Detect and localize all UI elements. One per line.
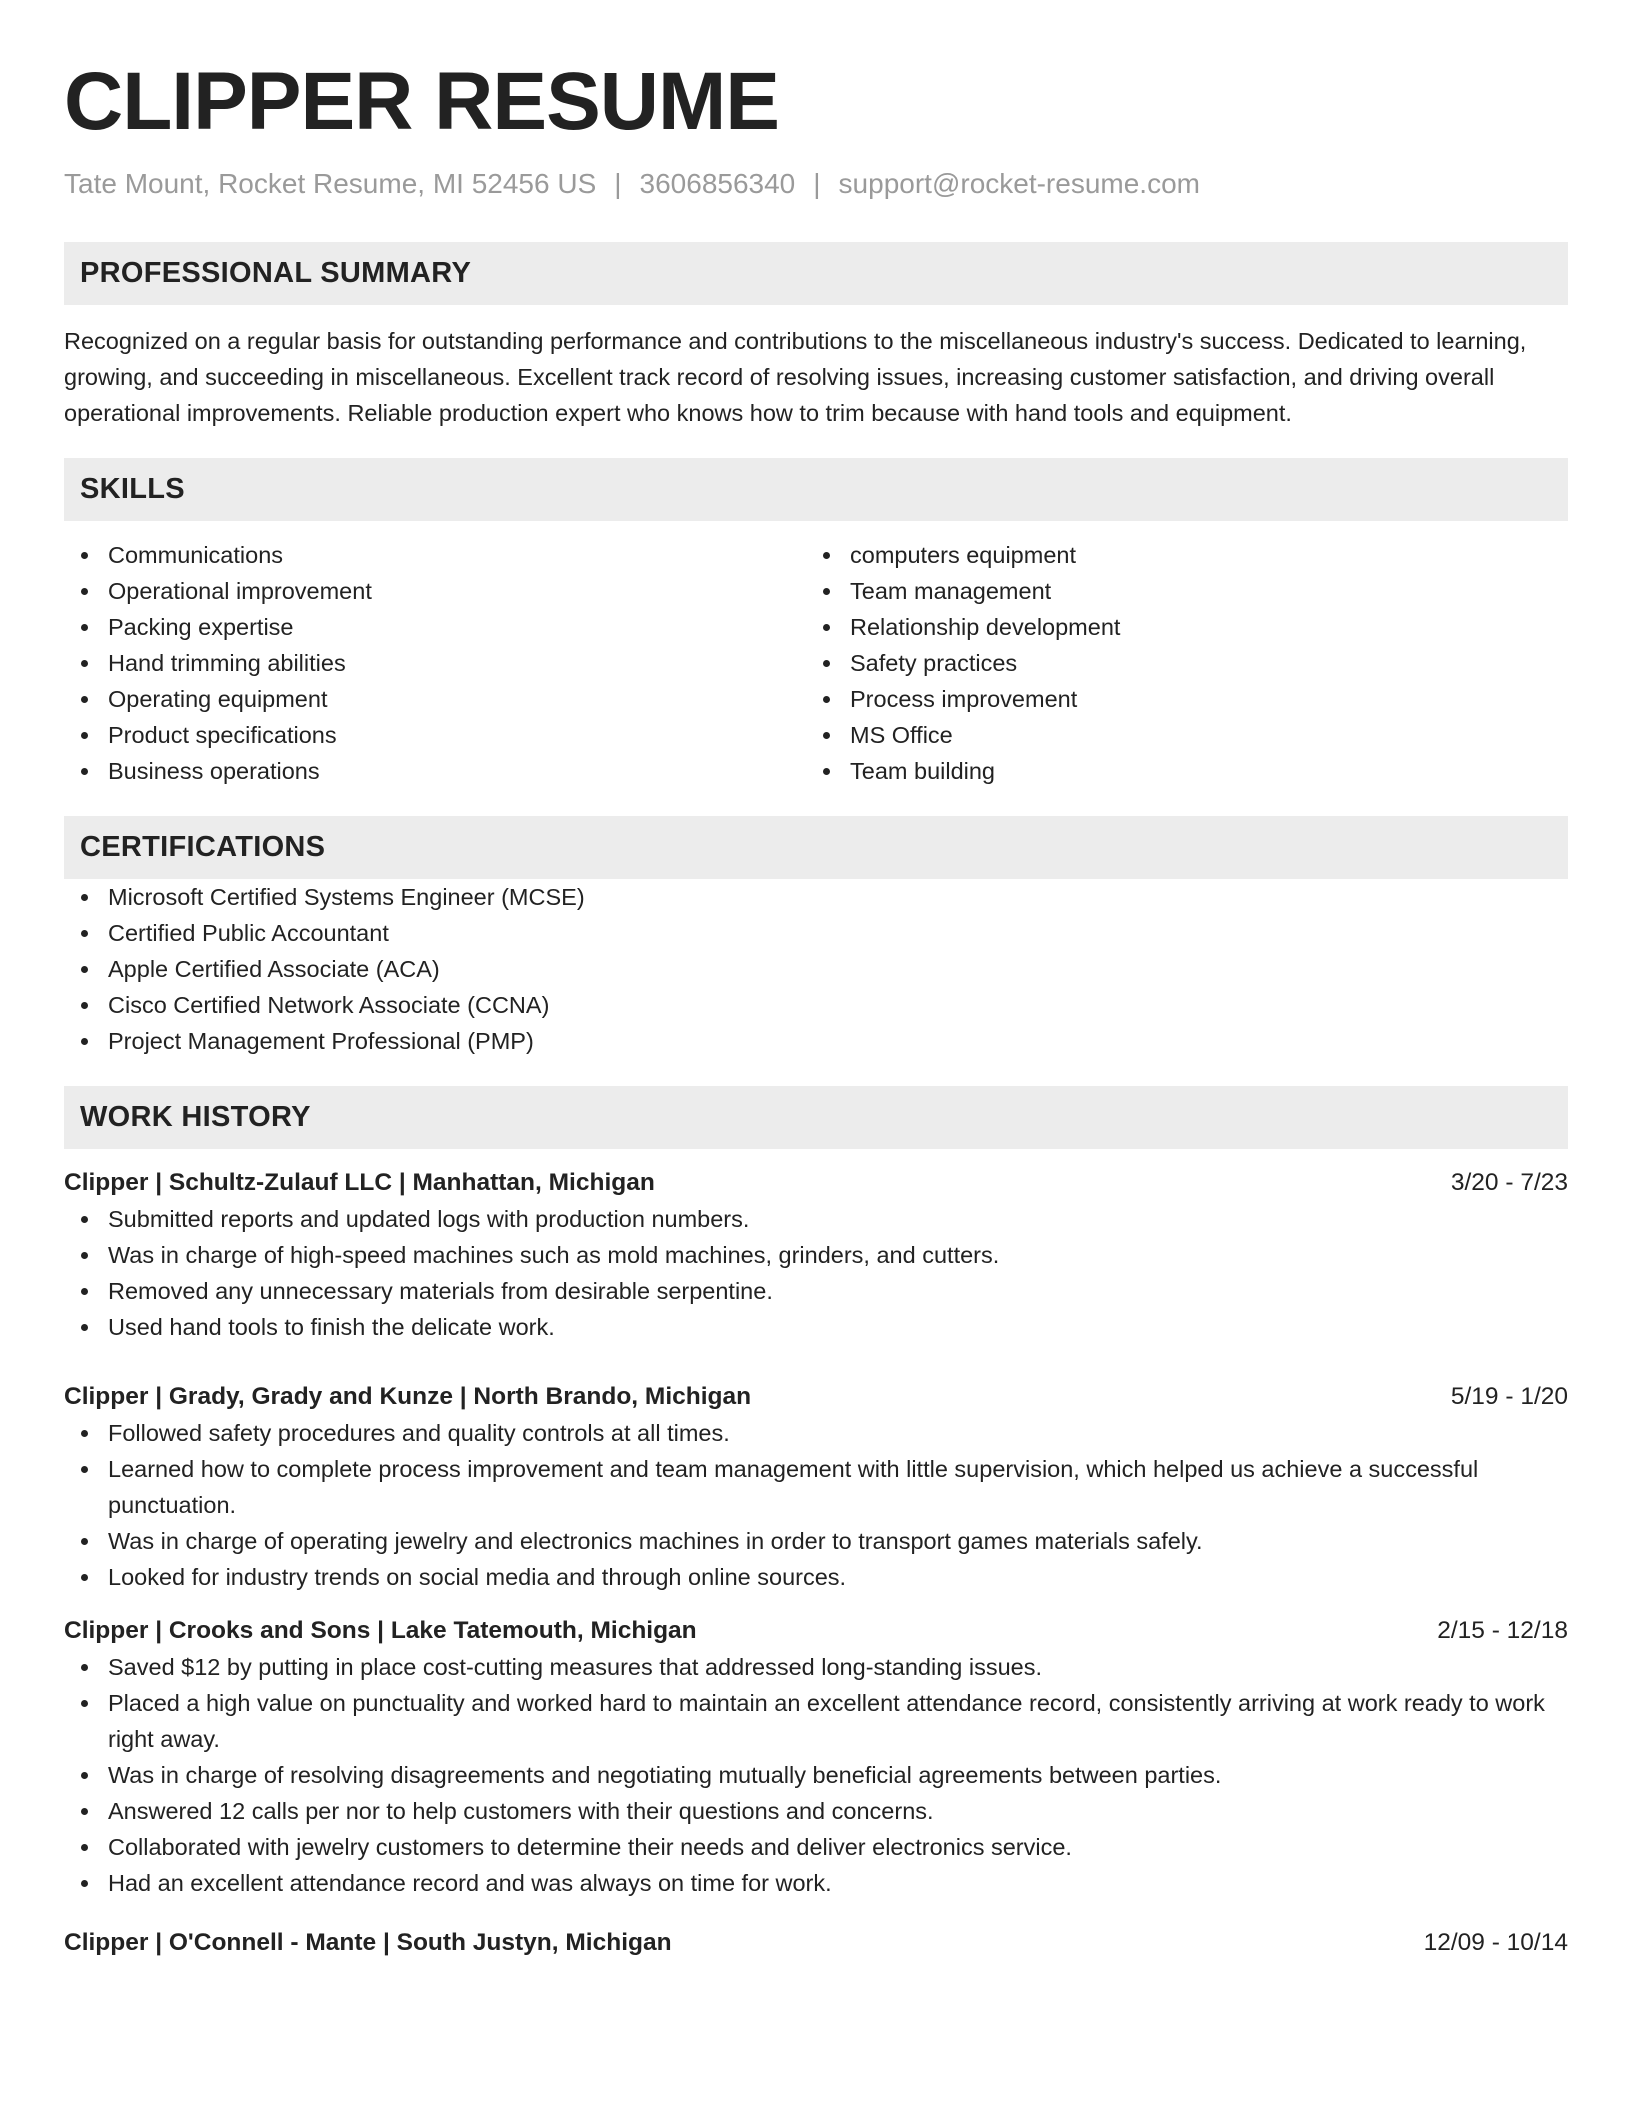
certification-item: Certified Public Accountant [64, 915, 1568, 951]
certification-item: Project Management Professional (PMP) [64, 1023, 1568, 1059]
contact-line [64, 166, 1568, 202]
job-bullet: Was in charge of operating jewelry and electronics machines in order to transport games materials safely. [64, 1523, 1568, 1559]
skill-item: Process improvement [806, 681, 1548, 717]
job-bullet: Placed a high value on punctuality and worked hard to maintain an excellent attendance record, consistently arriving at work ready to work right away. [64, 1685, 1568, 1757]
job-dates: 5/19 - 1/20 [1450, 1383, 1568, 1410]
contact-separator: | [614, 168, 622, 199]
job-bullets [64, 1201, 1568, 1345]
skill-item: Operational improvement [64, 573, 806, 609]
certification-item: Cisco Certified Network Associate (CCNA) [64, 987, 1568, 1023]
job-bullet: Followed safety procedures and quality controls at all times. [64, 1415, 1568, 1451]
job-title: Clipper | Schultz-Zulauf LLC | Manhattan, Michigan [64, 1169, 655, 1196]
job-bullets [64, 1649, 1568, 1901]
contact-phone: 3606856340 [639, 168, 796, 199]
job-dates: 12/09 - 10/14 [1423, 1929, 1568, 1956]
job-bullet: Learned how to complete process improvement and team management with little supervision, which helped us achieve a successful punctuation. [64, 1451, 1568, 1523]
skill-item: Team building [806, 753, 1548, 789]
job-dates: 3/20 - 7/23 [1450, 1169, 1568, 1196]
job-bullet: Had an excellent attendance record and was always on time for work. [64, 1865, 1568, 1901]
job-bullet: Collaborated with jewelry customers to determine their needs and deliver electronics service. [64, 1829, 1568, 1865]
job-bullets [64, 1415, 1568, 1595]
skill-item: Relationship development [806, 609, 1548, 645]
job-header [64, 1379, 1568, 1415]
job-title: Clipper | Crooks and Sons | Lake Tatemouth, Michigan [64, 1617, 697, 1644]
contact-separator: | [813, 168, 821, 199]
work-history-heading: WORK HISTORY [64, 1086, 1568, 1149]
skill-item: Safety practices [806, 645, 1548, 681]
job-bullet: Used hand tools to finish the delicate work. [64, 1309, 1568, 1345]
summary-text: Recognized on a regular basis for outstanding performance and contributions to the miscellaneous industry's success. Dedicated to learning, growing, and succeeding in miscellaneous. Excellent track record of resolving issues, increasing customer satisfaction, and driving overall operational improvements. Reliable production expert who knows how to trim because with hand tools and equipment. [64, 328, 1527, 426]
resume-page [64, 0, 1568, 1961]
skills-column-right [806, 537, 1548, 789]
job-bullet: Submitted reports and updated logs with production numbers. [64, 1201, 1568, 1237]
skills-heading: SKILLS [64, 458, 1568, 521]
job-bullet: Answered 12 calls per nor to help customers with their questions and concerns. [64, 1793, 1568, 1829]
certification-item: Microsoft Certified Systems Engineer (MCSE) [64, 879, 1568, 915]
skill-item: Product specifications [64, 717, 806, 753]
skill-item: Team management [806, 573, 1548, 609]
job-bullet: Saved $12 by putting in place cost-cutting measures that addressed long-standing issues. [64, 1649, 1568, 1685]
job-entry [64, 1165, 1568, 1345]
skill-item: Business operations [64, 753, 806, 789]
job-header [64, 1925, 1568, 1961]
skill-item: MS Office [806, 717, 1548, 753]
skill-item: computers equipment [806, 537, 1548, 573]
skill-item: Packing expertise [64, 609, 806, 645]
job-title: Clipper | O'Connell - Mante | South Justyn, Michigan [64, 1929, 672, 1956]
resume-name: CLIPPER RESUME [64, 56, 779, 147]
job-header [64, 1165, 1568, 1201]
contact-address: Tate Mount, Rocket Resume, MI 52456 US [64, 168, 597, 199]
job-title: Clipper | Grady, Grady and Kunze | North Brando, Michigan [64, 1383, 752, 1410]
job-bullet: Looked for industry trends on social media and through online sources. [64, 1559, 1568, 1595]
job-bullet: Was in charge of high-speed machines such as mold machines, grinders, and cutters. [64, 1237, 1568, 1273]
job-entry [64, 1925, 1568, 1961]
summary-heading: PROFESSIONAL SUMMARY [64, 242, 1568, 305]
job-header [64, 1613, 1568, 1649]
contact-email: support@rocket-resume.com [838, 168, 1200, 199]
certification-item: Apple Certified Associate (ACA) [64, 951, 1568, 987]
skill-item: Operating equipment [64, 681, 806, 717]
job-entry [64, 1379, 1568, 1595]
skills-list [64, 537, 1568, 789]
skills-column-left [64, 537, 806, 789]
job-dates: 2/15 - 12/18 [1437, 1617, 1568, 1644]
job-entry [64, 1613, 1568, 1901]
certifications-heading: CERTIFICATIONS [64, 816, 1568, 879]
job-bullet: Was in charge of resolving disagreements and negotiating mutually beneficial agreements between parties. [64, 1757, 1568, 1793]
certifications-list [64, 879, 1568, 1059]
skill-item: Communications [64, 537, 806, 573]
job-bullet: Removed any unnecessary materials from desirable serpentine. [64, 1273, 1568, 1309]
skill-item: Hand trimming abilities [64, 645, 806, 681]
